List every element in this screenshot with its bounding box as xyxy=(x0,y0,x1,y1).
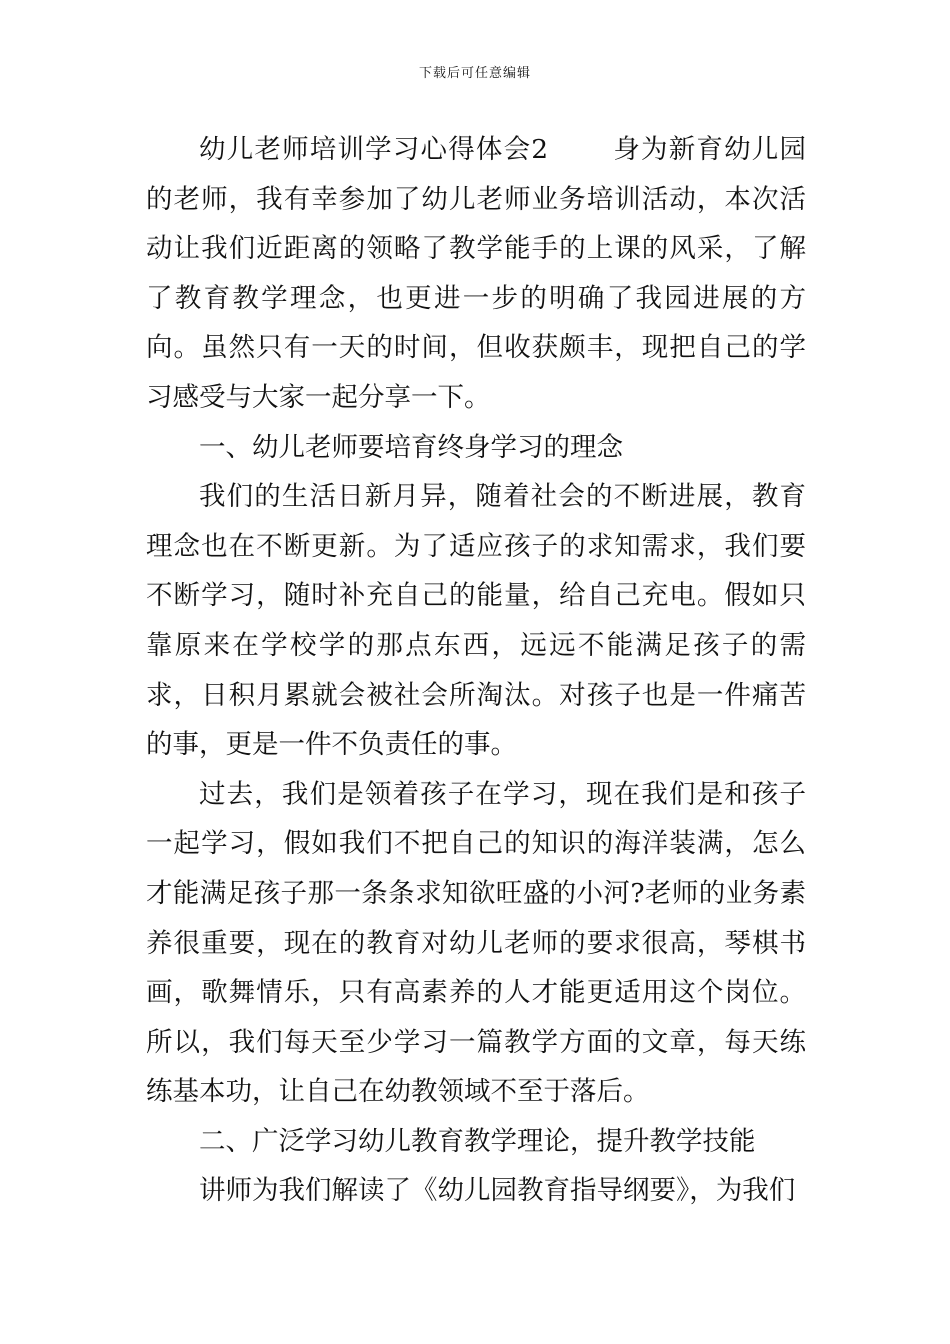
section-heading-2: 二、广泛学习幼儿教育教学理论，提升教学技能 xyxy=(199,1125,756,1157)
page-header: 下载后可任意编辑 xyxy=(418,66,531,81)
document-body xyxy=(146,125,806,1216)
paragraph-1: 我们的生活日新月异，随着社会的不断进展，教育理念也在不断更新。为了适应孩子的求知需求，我们要不断学习，随时补充自己的能量，给自己充电。假如只靠原来在学校学的那点东西，远远不能满足孩子的需求，日积月累就会被社会所淘汰。对孩子也是一件痛苦的事，更是一件不负责任的事。 xyxy=(146,481,806,761)
intro-text: 身为新育幼儿园的老师，我有幸参加了幼儿老师业务培训活动，本次活动让我们近距离的领略了教学能手的上课的风采，了解了教育教学理念，也更进一步的明确了我园进展的方向。虽然只有一天的时间，但收获颇丰，现把自己的学习感受与大家一起分享一下。 xyxy=(146,134,806,413)
paragraph-2: 过去，我们是领着孩子在学习，现在我们是和孩子一起学习，假如我们不把自己的知识的海洋装满，怎么才能满足孩子那一条条求知欲旺盛的小河?老师的业务素养很重要，现在的教育对幼儿老师的要求很高，琴棋书画，歌舞情乐，只有高素养的人才能更适用这个岗位。所以，我们每天至少学习一篇教学方面的文章，每天练练基本功，让自己在幼教领域不至于落后。 xyxy=(146,778,806,1108)
paragraph-3: 讲师为我们解读了《幼儿园教育指导纲要》，为我们 xyxy=(199,1175,796,1207)
intro-paragraph xyxy=(146,125,806,423)
section-heading-1: 一、幼儿老师要培育终身学习的理念 xyxy=(199,431,623,463)
document-title: 幼儿老师培训学习心得体会2 xyxy=(199,134,549,165)
